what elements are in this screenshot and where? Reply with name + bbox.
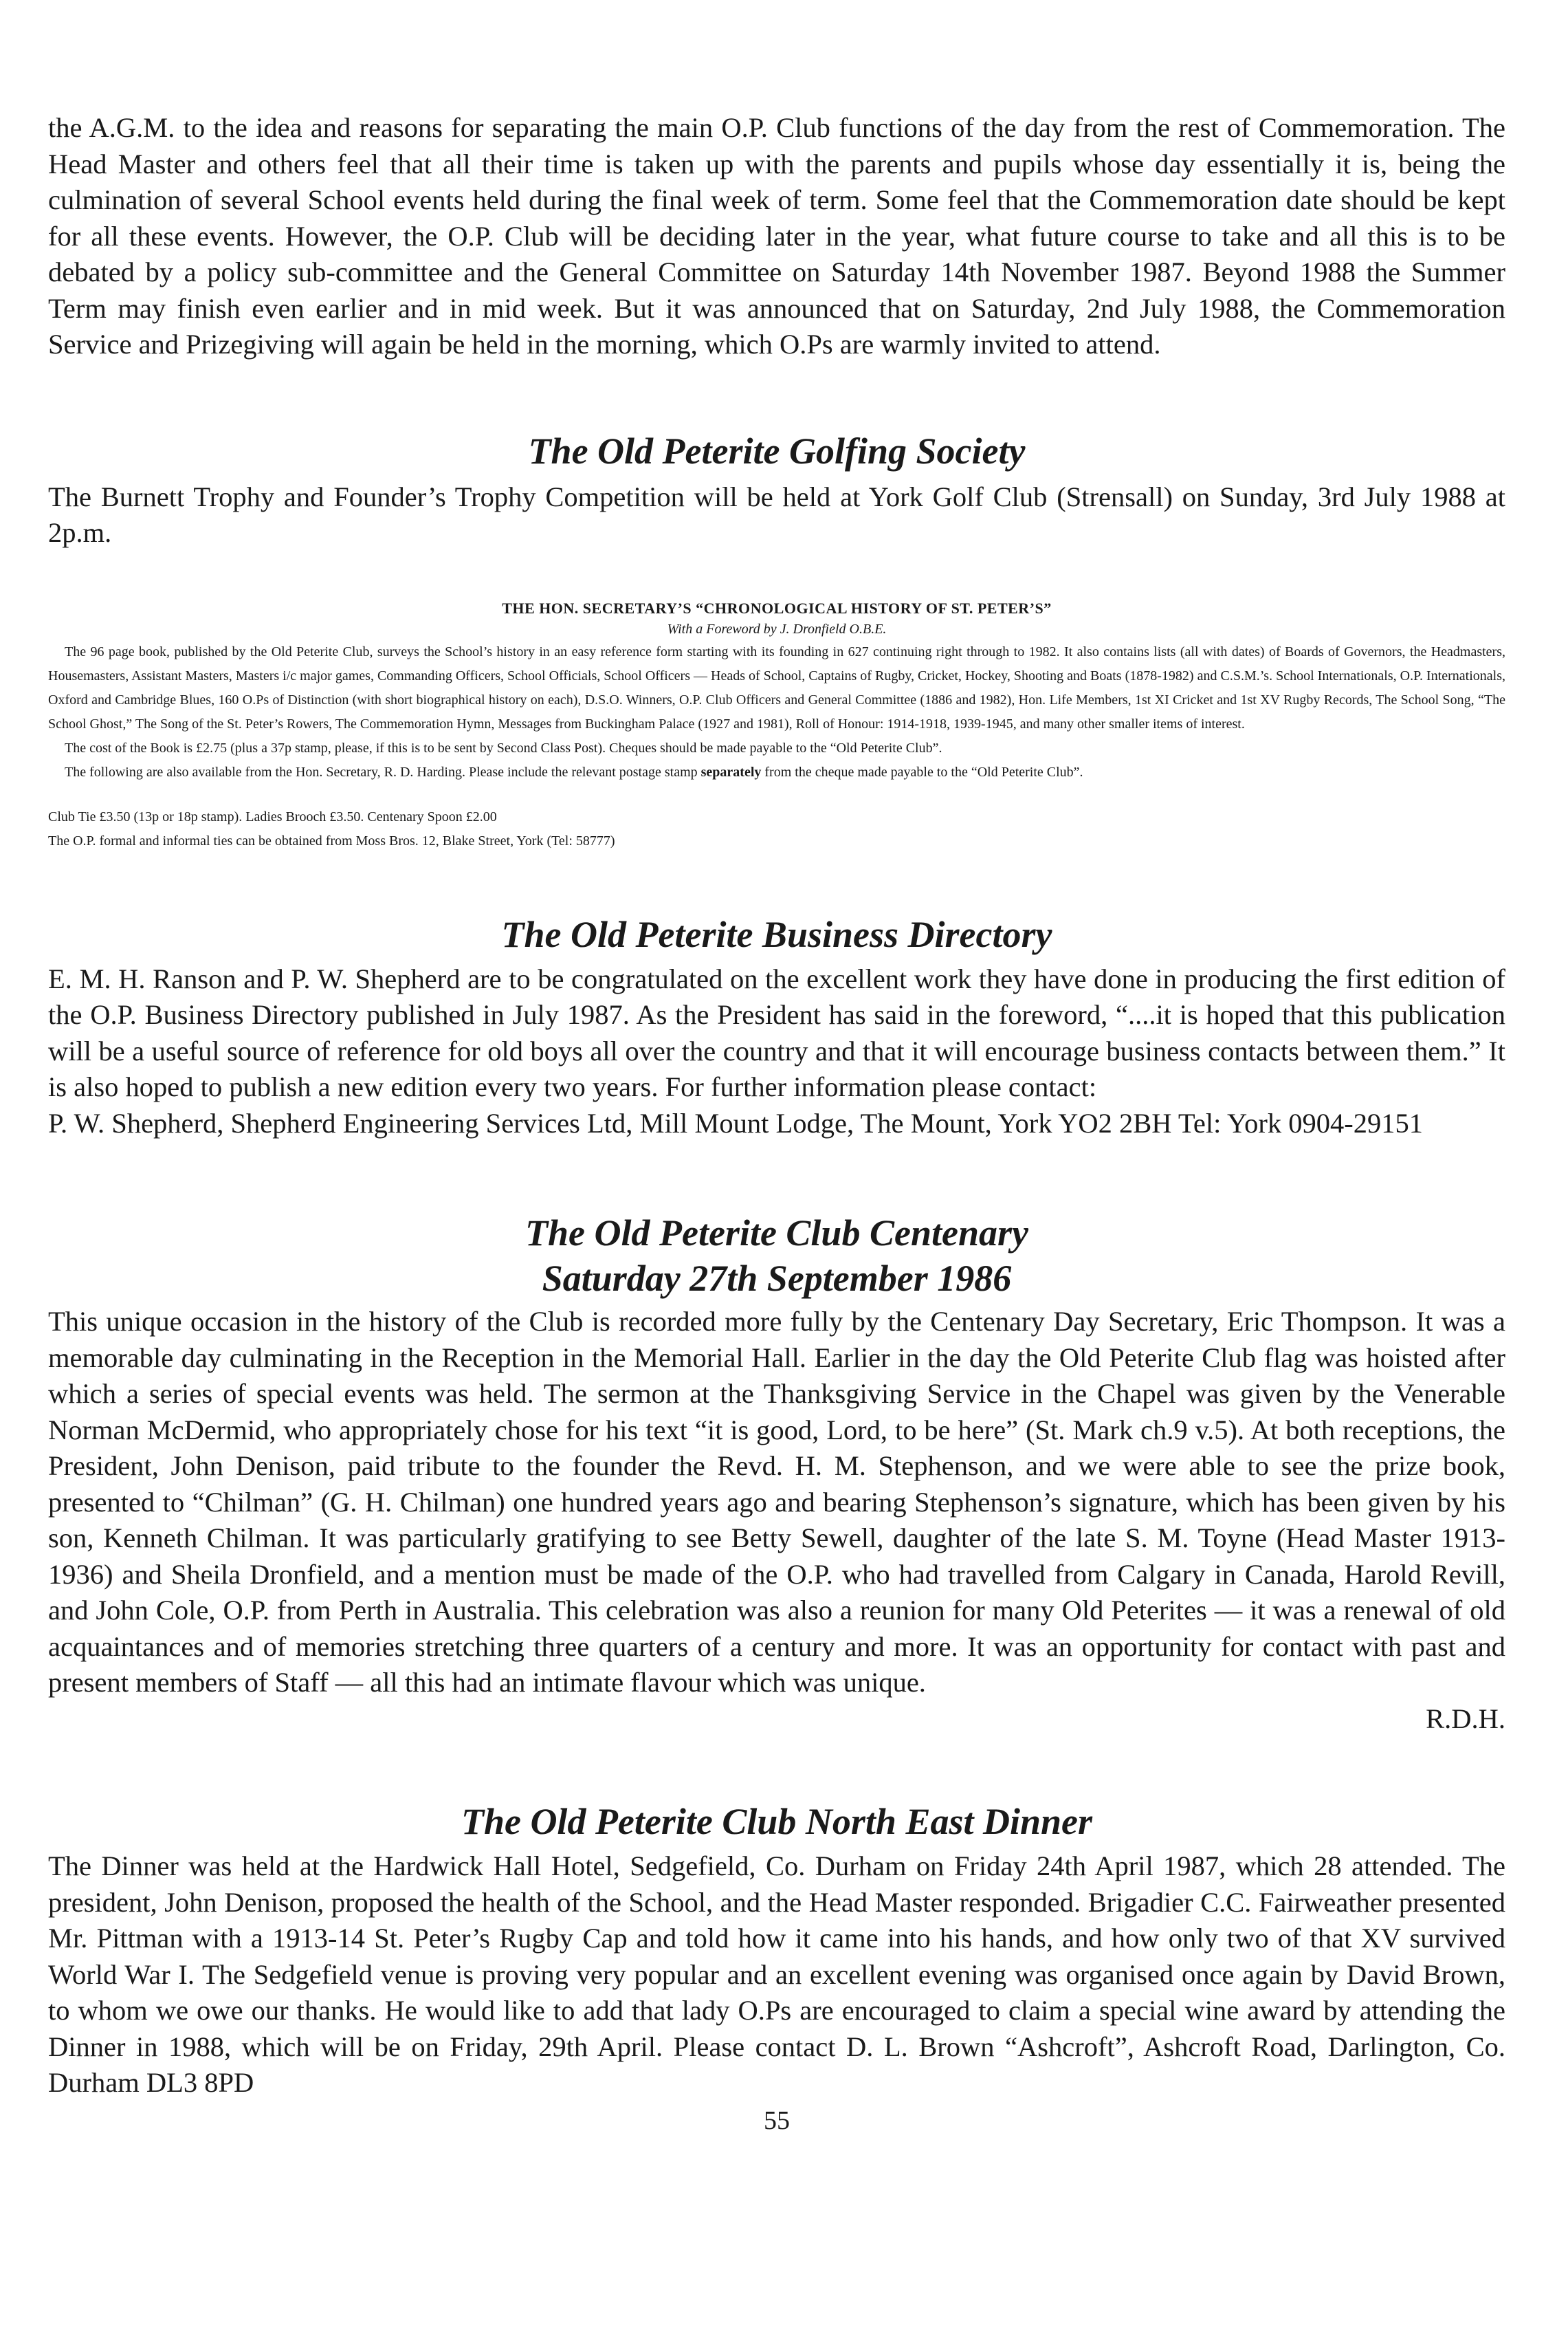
golf-paragraph: The Burnett Trophy and Founder’s Trophy Competition will be held at York Golf Club (Strensall) on Sunday, 3rd July 1988 at 2p.m. — [48, 481, 1505, 548]
centenary-heading — [48, 1210, 1505, 1301]
chronology-title: THE HON. SECRETARY’S “CHRONOLOGICAL HISTORY OF ST. PETER’S” — [502, 599, 1052, 617]
chronology-availability — [48, 761, 1505, 785]
centenary-paragraph — [48, 1304, 1505, 1737]
merchandise-prices: Club Tie £3.50 (13p or 18p stamp). Ladies Brooch £3.50. Centenary Spoon £2.00 — [48, 809, 497, 824]
business-heading: The Old Peterite Business Directory — [501, 913, 1052, 955]
intro-paragraph: the A.G.M. to the idea and reasons for separating the main O.P. Club functions of the day from the rest of Commemoration. The Head Master and others feel that all their time is taken up with the parents and pupils whose day essentially it is, being the culmination of several School events held during the final week of term. Some feel that the Commemoration date should be kept for all these events. However, the O.P. Club will be deciding later in the year, what future course to take and all this is to be debated by a policy sub-committee and the General Committee on Saturday 14th November 1987. Beyond 1988 the Summer Term may finish even earlier and in mid week. But it was announced that on Saturday, 2nd July 1988, the Commemoration Service and Prizegiving will again be held in the morning, which O.Ps are warmly invited to attend. — [48, 112, 1505, 360]
availability-text-after: from the cheque made payable to the “Old Peterite Club”. — [764, 764, 1083, 780]
centenary-signature: R.D.H. — [1426, 1703, 1505, 1734]
business-contact: P. W. Shepherd, Shepherd Engineering Services Ltd, Mill Mount Lodge, The Mount, York YO2 2BH Tel: York 0904-29151 — [48, 1107, 1423, 1139]
centenary-date: Saturday 27th September 1986 — [542, 1258, 1012, 1299]
chronology-cost: The cost of the Book is £2.75 (plus a 37p stamp, please, if this is to be sent by Second Class Post). Cheques should be made payable to the “Old Peterite Club”. — [65, 740, 942, 756]
dinner-paragraph: The Dinner was held at the Hardwick Hall Hotel, Sedgefield, Co. Durham on Friday 24th April 1987, which 28 attended. The president, John Denison, proposed the health of the School, and the Head Master responded. Brigadier C.C. Fairweather presented Mr. Pittman with a 1913-14 St. Peter’s Rugby Cap and told how it came into his hands, and how only two of that XV survived World War I. The Sedgefield venue is proving very popular and an excellent evening was organised once again by David Brown, to whom we owe our thanks. He would like to add that lady O.Ps are encouraged to claim a special wine award by attending the Dinner in 1988, which will be on Friday, 29th April. Please contact D. L. Brown “Ashcroft”, Ashcroft Road, Darlington, Co. Durham DL3 8PD — [48, 1850, 1505, 2098]
chronology-description: The 96 page book, published by the Old Peterite Club, surveys the School’s history in an easy reference form starting with its founding in 627 continuing right through to 1982. It also contains lists (all with dates) of Boards of Governors, the Headmasters, Housemasters, Assistant Masters, Masters i/c major games, Commanding Officers, School Officials, School Officers — Heads of School, Captains of Rugby, Cricket, Hockey, Shooting and Boats (1878-1982) and C.S.M.’s. School Internationals, O.P. Internationals, Oxford and Cambridge Blues, 160 O.Ps of Distinction (with short biographical history on each), D.S.O. Winners, O.P. Club Officers and General Committee (1886 and 1982), Hon. Life Members, 1st XI Cricket and 1st XV Rugby Records, The School Song, “The School Ghost,” The Song of the St. Peter’s Rowers, The Commemoration Hymn, Messages from Buckingham Palace (1927 and 1981), Roll of Honour: 1914-1918, 1939-1945, and many other smaller items of interest. — [48, 644, 1505, 732]
centenary-body: This unique occasion in the history of the Club is recorded more fully by the Centenary Day Secretary, Eric Thompson. It was a memorable day culminating in the Reception in the Memorial Hall. Earlier in the day the Old Peterite Club flag was hoisted after which a series of special events was held. The sermon at the Thanksgiving Service in the Chapel was given by the Venerable Norman McDermid, who appropriately chose for his text “it is good, Lord, to be here” (St. Mark ch.9 v.5). At both receptions, the President, John Denison, paid tribute to the founder the Revd. H. M. Stephenson, and we were able to see the prize book, presented to “Chilman” (G. H. Chilman) one hundred years ago and bearing Stephenson’s signature, which has been given by his son, Kenneth Chilman. It was particularly gratifying to see Betty Sewell, daughter of the late S. M. Toyne (Head Master 1913-1936) and Sheila Dronfield, and a mention must be made of the O.P. who had travelled from Calgary in Canada, Harold Revill, and John Cole, O.P. from Perth in Australia. This celebration was also a reunion for many Old Peterites — it was a renewal of old acquaintances and of memories stretching three quarters of a century and more. It was an opportunity for contact with past and present members of Staff — all this had an intimate flavour which was unique. — [48, 1306, 1505, 1698]
centenary-title: The Old Peterite Club Centenary — [525, 1212, 1028, 1254]
golf-heading: The Old Peterite Golfing Society — [528, 430, 1026, 472]
business-paragraph: E. M. H. Ranson and P. W. Shepherd are to be congratulated on the excellent work they have done in producing the first edition of the O.P. Business Directory published in July 1987. As the President has said in the foreword, “....it is hoped that this publication will be a useful source of reference for old boys all over the country and that it will encourage business contacts between them.” It is also hoped to publish a new edition every two years. For further information please contact: — [48, 963, 1505, 1102]
ties-info: The O.P. formal and informal ties can be obtained from Moss Bros. 12, Blake Street, York (Tel: 58777) — [48, 833, 615, 849]
chronology-subtitle: With a Foreword by J. Dronfield O.B.E. — [667, 621, 887, 637]
chronology-section — [48, 600, 1505, 853]
availability-emphasis: separately — [700, 764, 762, 780]
availability-text-before: The following are also available from the Hon. Secretary, R. D. Harding. Please include the relevant postage stamp — [65, 764, 698, 780]
document-page — [48, 110, 1505, 2136]
page-number: 55 — [764, 2106, 790, 2135]
dinner-heading: The Old Peterite Club North East Dinner — [461, 1801, 1093, 1842]
